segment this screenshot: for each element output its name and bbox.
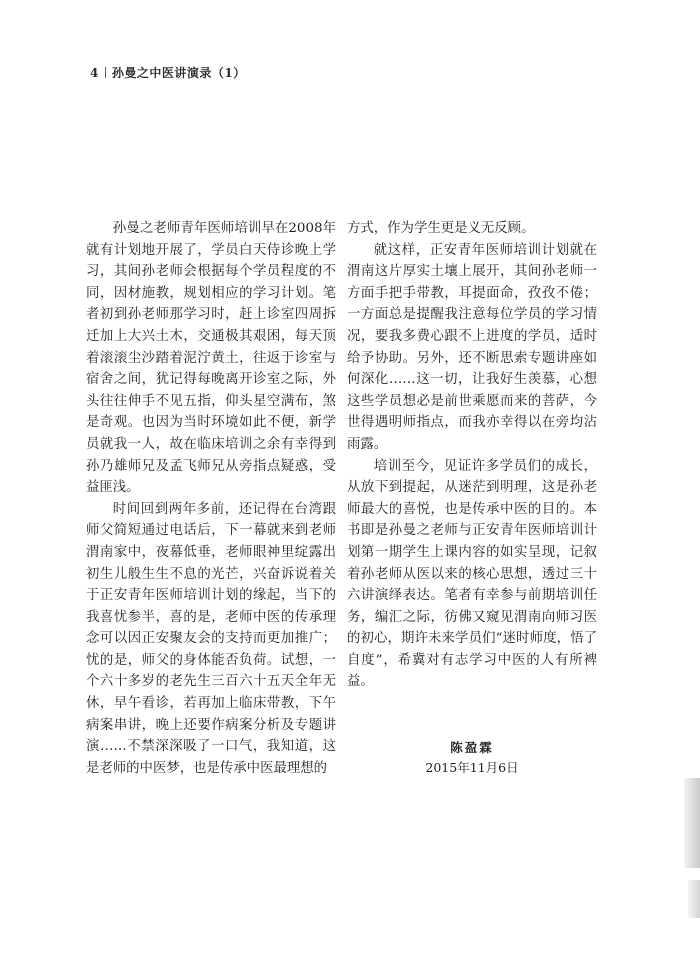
signature-date: 2015年11月6日 [425, 760, 519, 775]
book-title: 孙曼之中医讲演录（1） [111, 66, 246, 80]
paragraph-1: 孙曼之老师青年医师培训早在2008年就有计划地开展了，学员白天侍诊晚上学习，其间孙老师会根据每个学员程度的不同，因材施教，规划相应的学习计划。笔者初到孙老师那学习时，赶上诊室四周拆迁加上大兴土木，交通极其艰困，每天顶着滚滚尘沙踏着泥泞黄土，往返于诊室与宿舍之间，犹记得每晚离开诊室之际，外头往往伸手不见五指，仰头星空满布，煞是奇观。也因为当时环境如此不便，新学员就我一人，故在临床培训之余有幸得到孙乃雄师兄及孟飞师兄从旁指点疑惑，受益匪浅。 [86, 221, 336, 496]
author-name: 陈盈霖 [450, 740, 494, 755]
page-number: 4 [90, 66, 99, 80]
page-edge-shadow [684, 778, 700, 868]
paragraph-2: 时间回到两年多前，还记得在台湾跟师父简短通过电话后，下一幕就来到老师渭南家中，夜幕低垂，老师眼神里绽露出初生儿般生生不息的光芒，兴奋诉说着关于正安青年医师培训计划的缘起，当下的我喜忧参半，喜的是，老师中医的传承理念可以因正安聚友会的支持而更加推广；忧的是，师父的身体能否负荷。试想，一个六十多岁的老先生三百六十五天全年无休，早午看诊，若再加上临床带教，下午病案串讲，晚上还要作病案分析及专题讲演……不禁深深吸了一口气，我知道，这是老师的中医梦，也是传承中医最理想的 [86, 501, 336, 776]
right-column [347, 218, 597, 693]
paragraph-4: 培训至今，见证许多学员们的成长，从放下到提起，从迷茫到明理，这是孙老师最大的喜悦，也是传承中医的目的。本书即是孙曼之老师与正安青年医师培训计划第一期学生上课内容的如实呈现，记叙着孙老师从医以来的核心思想，透过三十六讲演绎表达。笔者有幸参与前期培训任务，编汇之际，彷佛又窥见渭南向师习医的初心，期许未来学员们“迷时师度，悟了自度”，希冀对有志学习中医的人有所裨益。 [347, 458, 597, 690]
signature-block [347, 738, 597, 778]
paragraph-2-continuation: 方式，作为学生更是义无反顾。 [347, 221, 535, 236]
running-header [90, 64, 246, 81]
left-column [86, 218, 336, 779]
paragraph-3: 就这样，正安青年医师培训计划就在渭南这片厚实土壤上展开，其间孙老师一方面手把手带教，耳提面命，孜孜不倦；一方面总是提醒我注意每位学员的学习情况，要我多费心跟不上进度的学员，适时给予协助。另外，还不断思索专题讲座如何深化……这一切，让我好生羡慕，心想这些学员想必是前世乘愿而来的菩萨，今世得遇明师指点，而我亦幸得以在旁均沾雨露。 [347, 242, 597, 452]
page-edge-shadow-lower [688, 880, 700, 918]
header-divider [105, 67, 106, 78]
